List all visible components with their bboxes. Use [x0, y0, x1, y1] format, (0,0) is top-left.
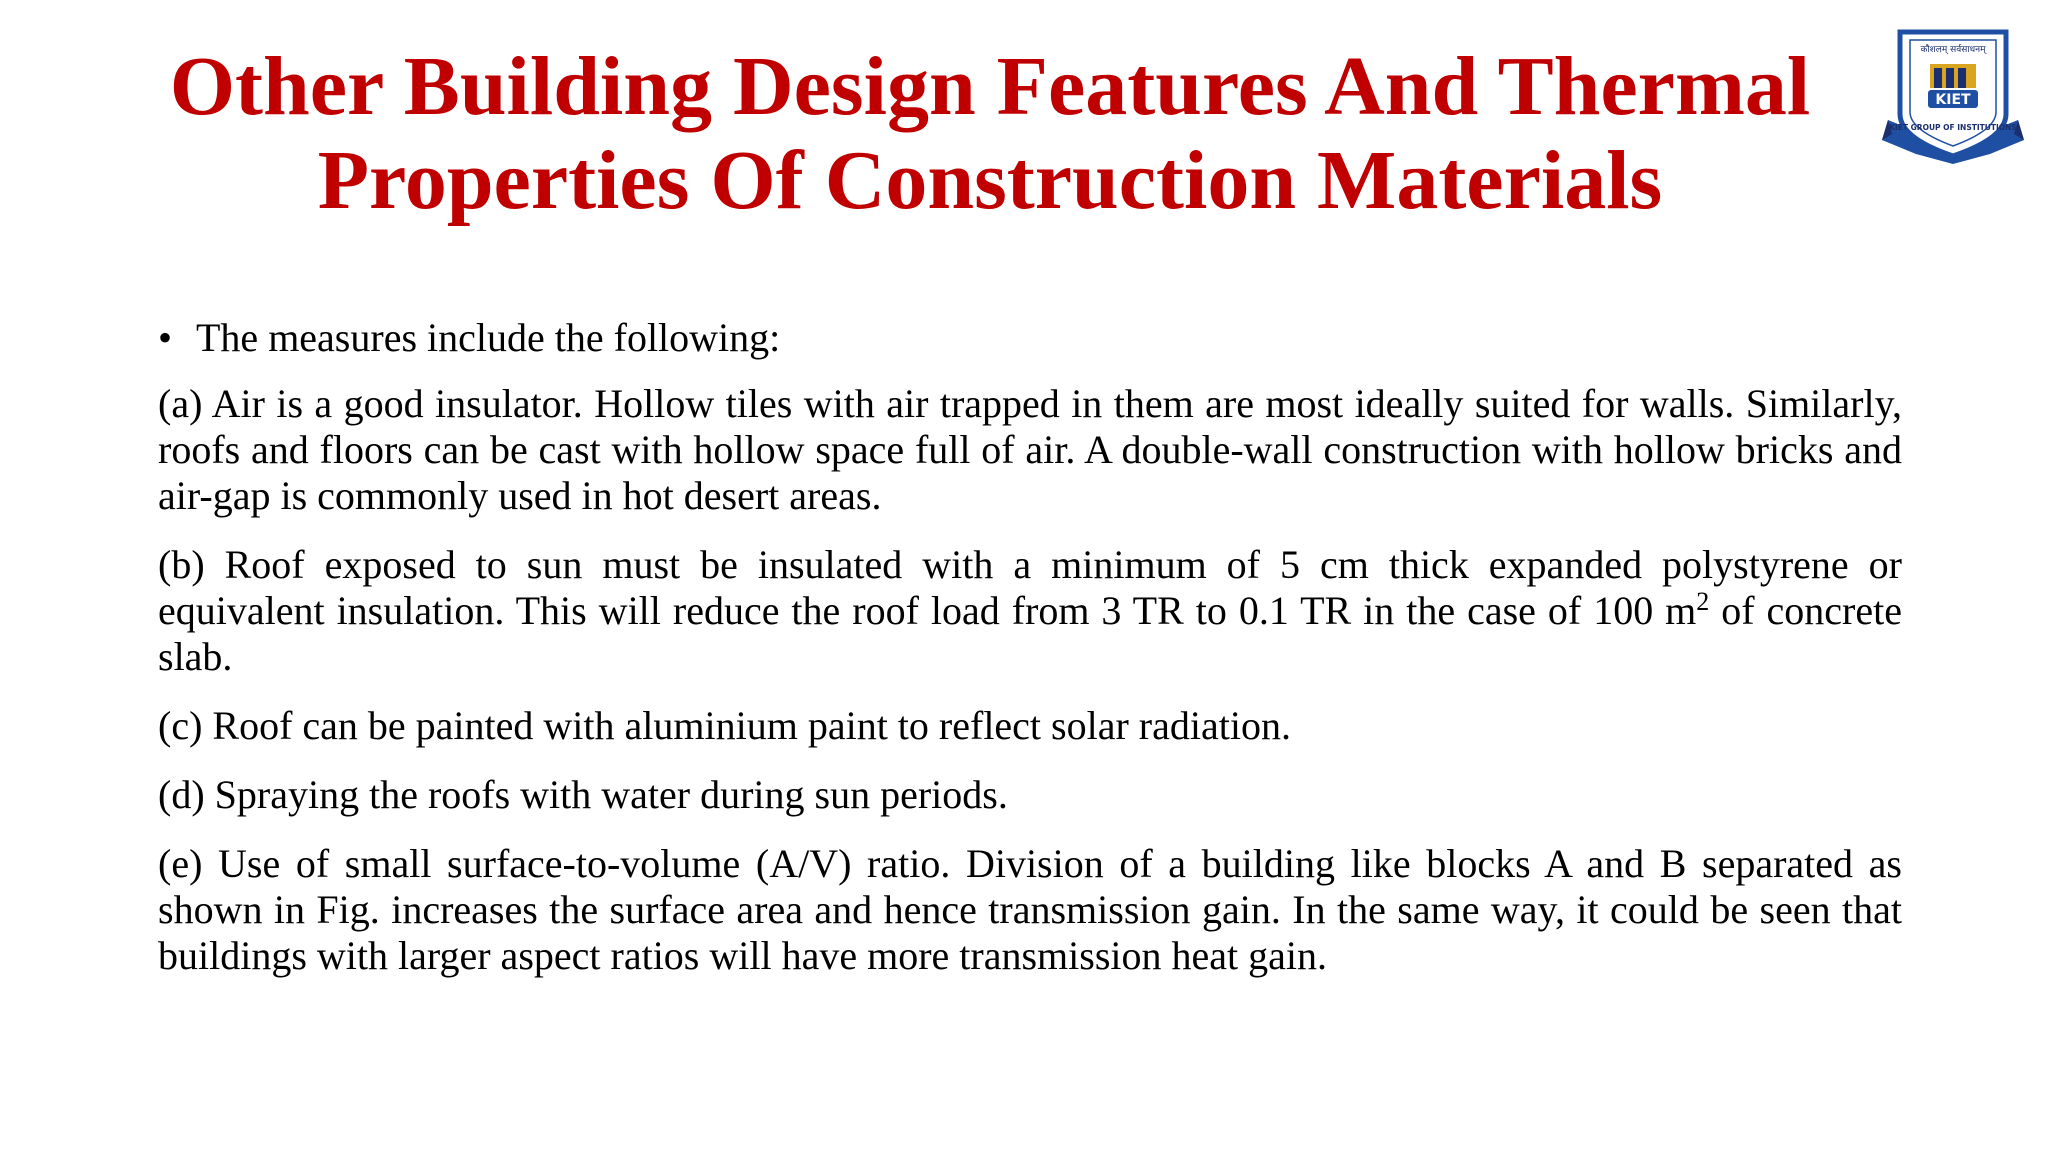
title-line-1: Other Building Design Features And Thermal	[169, 40, 1811, 133]
svg-text:कौशलम् सर्वसाधनम्: कौशलम् सर्वसाधनम्	[1920, 45, 1986, 55]
kiet-logo-icon	[1878, 28, 2028, 164]
paragraph-b-text: (b) Roof exposed to sun must be insulated with a minimum of 5 cm thick expanded polystyrene or equivalent insulation. This will reduce the roof load from 3 TR to 0.1 TR in the case of 100 m	[158, 542, 1902, 633]
svg-text:KIET GROUP OF INSTITUTIONS: KIET GROUP OF INSTITUTIONS	[1889, 123, 2017, 132]
intro-text: The measures include the following:	[196, 315, 781, 360]
paragraph-d: (d) Spraying the roofs with water during sun periods.	[158, 772, 1008, 817]
title-line-2: Properties Of Construction Materials	[317, 134, 1663, 227]
superscript-2: 2	[1696, 587, 1710, 616]
intro-bullet-item	[158, 315, 1902, 361]
svg-text:KIET: KIET	[1935, 92, 1971, 108]
paragraph-c: (c) Roof can be painted with aluminium paint to reflect solar radiation.	[158, 703, 1291, 748]
page-title	[100, 40, 1880, 228]
paragraph-b-tail: of concrete slab.	[158, 588, 1902, 679]
paragraph-e: (e) Use of small surface-to-volume (A/V) ratio. Division of a building like blocks A and B separated as shown in Fig. increases the surface area and hence transmission gain. In the same way, it could be seen that buildings with larger aspect ratios will have more transmission heat gain.	[158, 841, 1902, 978]
bullet-icon: •	[158, 315, 173, 360]
slide-body	[158, 315, 1902, 1002]
paragraph-a: (a) Air is a good insulator. Hollow tiles with air trapped in them are most ideally suited for walls. Similarly, roofs and floors can be cast with hollow space full of air. A double-wall construction with hollow bricks and air-gap is commonly used in hot desert areas.	[158, 381, 1902, 518]
paragraph-b	[158, 542, 1902, 680]
